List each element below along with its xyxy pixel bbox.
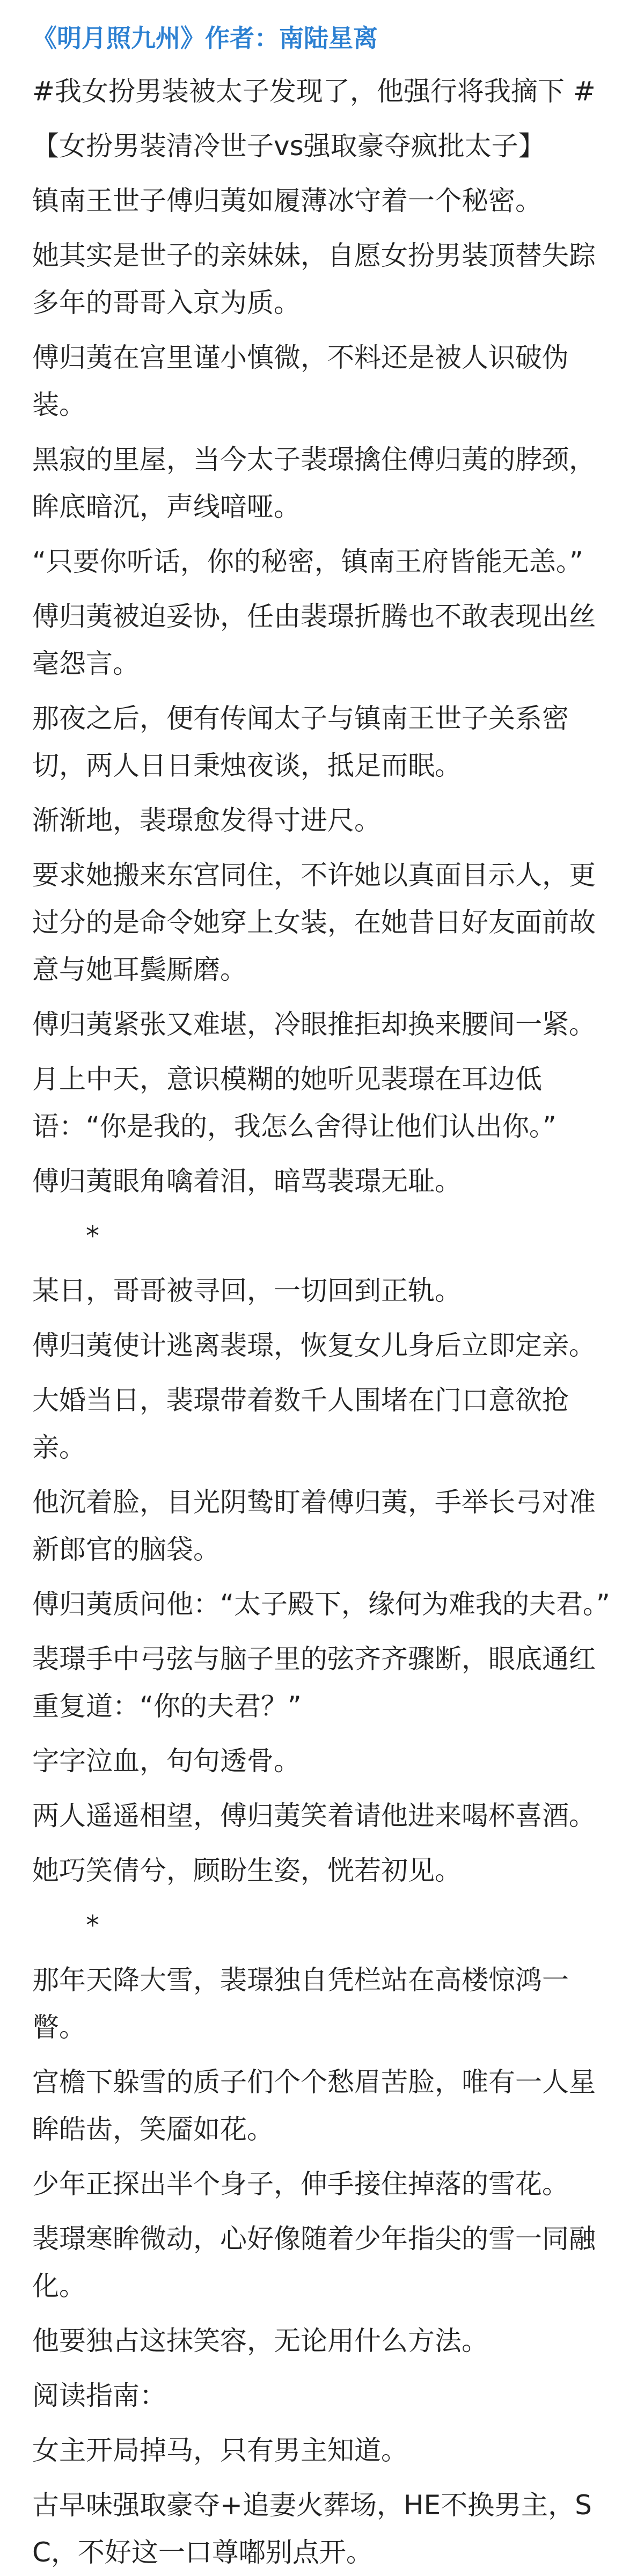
book-title-line — [32, 16, 612, 60]
paragraph: 她巧笑倩兮，顾盼生姿，恍若初见。 — [32, 1855, 462, 1886]
hashtag-line: #我女扮男装被太子发现了，他强行将我摘下 # — [32, 76, 596, 107]
paragraph: 两人遥遥相望，傅归荑笑着请他进来喝杯喜酒。 — [32, 1800, 596, 1831]
paragraph: 他要独占这抹笑容，无论用什么方法。 — [32, 2325, 488, 2356]
paragraph: 少年正探出半个身子，伸手接住掉落的雪花。 — [32, 2169, 569, 2200]
paragraph: “只要你听话，你的秘密，镇南王府皆能无恙。” — [32, 546, 583, 577]
paragraph: 傅归荑质问他：“太子殿下，缘何为难我的夫君。” — [32, 1589, 610, 1620]
paragraph: 裴璟寒眸微动，心好像随着少年指尖的雪一同融化。 — [32, 2223, 596, 2302]
paragraph: 她其实是世子的亲妹妹，自愿女扮男装顶替失踪多年的哥哥入京为质。 — [32, 240, 596, 318]
paragraph: 傅归荑紧张又难堪，冷眼推拒却换来腰间一紧。 — [32, 1009, 596, 1040]
paragraph: 某日，哥哥被寻回，一切回到正轨。 — [32, 1275, 462, 1306]
section-separator: * — [86, 1220, 99, 1251]
paragraph: 要求她搬来东宫同住，不许她以真面目示人，更过分的是命令她穿上女装，在她昔日好友面前故意与她耳鬓厮磨。 — [32, 860, 596, 985]
tagline: 【女扮男装清冷世子vs强取豪夺疯批太子】 — [32, 130, 545, 162]
section-separator: * — [86, 1910, 99, 1941]
reading-guide-heading: 阅读指南： — [32, 2380, 166, 2411]
paragraph: 裴璟手中弓弦与脑子里的弦齐齐骤断，眼底通红重复道：“你的夫君？” — [32, 1643, 596, 1722]
paragraph: 那年天降大雪，裴璟独自凭栏站在高楼惊鸿一瞥。 — [32, 1964, 569, 2043]
paragraph: 女主开局掉马，只有男主知道。 — [32, 2435, 408, 2466]
paragraph: 字字泣血，句句透骨。 — [32, 1745, 301, 1777]
paragraph: 傅归荑被迫妥协，任由裴璟折腾也不敢表现出丝毫怨言。 — [32, 601, 596, 679]
author-name: 南陆星离 — [279, 24, 378, 53]
paragraph: 那夜之后，便有传闻太子与镇南王世子关系密切，两人日日秉烛夜谈，抵足而眠。 — [32, 703, 569, 781]
paragraph: 渐渐地，裴璟愈发得寸进尺。 — [32, 805, 381, 836]
paragraph: 傅归荑眼角噙着泪，暗骂裴璟无耻。 — [32, 1166, 462, 1197]
paragraph: 月上中天，意识模糊的她听见裴璟在耳边低语：“你是我的，我怎么舍得让他们认出你。” — [32, 1064, 557, 1142]
book-title: 《明月照九州》 — [32, 24, 205, 53]
paragraph: 他沉着脸，目光阴鸷盯着傅归荑，手举长弓对准新郎官的脑袋。 — [32, 1487, 596, 1565]
paragraph: 大婚当日，裴璟带着数千人围堵在门口意欲抢亲。 — [32, 1385, 569, 1463]
paragraph: 傅归荑使计逃离裴璟，恢复女儿身后立即定亲。 — [32, 1330, 596, 1361]
paragraph: 黑寂的里屋，当今太子裴璟擒住傅归荑的脖颈，眸底暗沉，声线喑哑。 — [32, 444, 596, 522]
paragraph: 镇南王世子傅归荑如履薄冰守着一个秘密。 — [32, 185, 542, 216]
paragraph: 宫檐下躲雪的质子们个个愁眉苦脸，唯有一人星眸皓齿，笑靥如花。 — [32, 2066, 596, 2145]
paragraph: 古早味强取豪夺+追妻火葬场，HE不换男主，SC，不好这一口尊嘟别点开。 — [32, 2490, 592, 2568]
author-label: 作者： — [205, 24, 279, 53]
paragraph: 傅归荑在宫里谨小慎微，不料还是被人识破伪装。 — [32, 342, 569, 420]
